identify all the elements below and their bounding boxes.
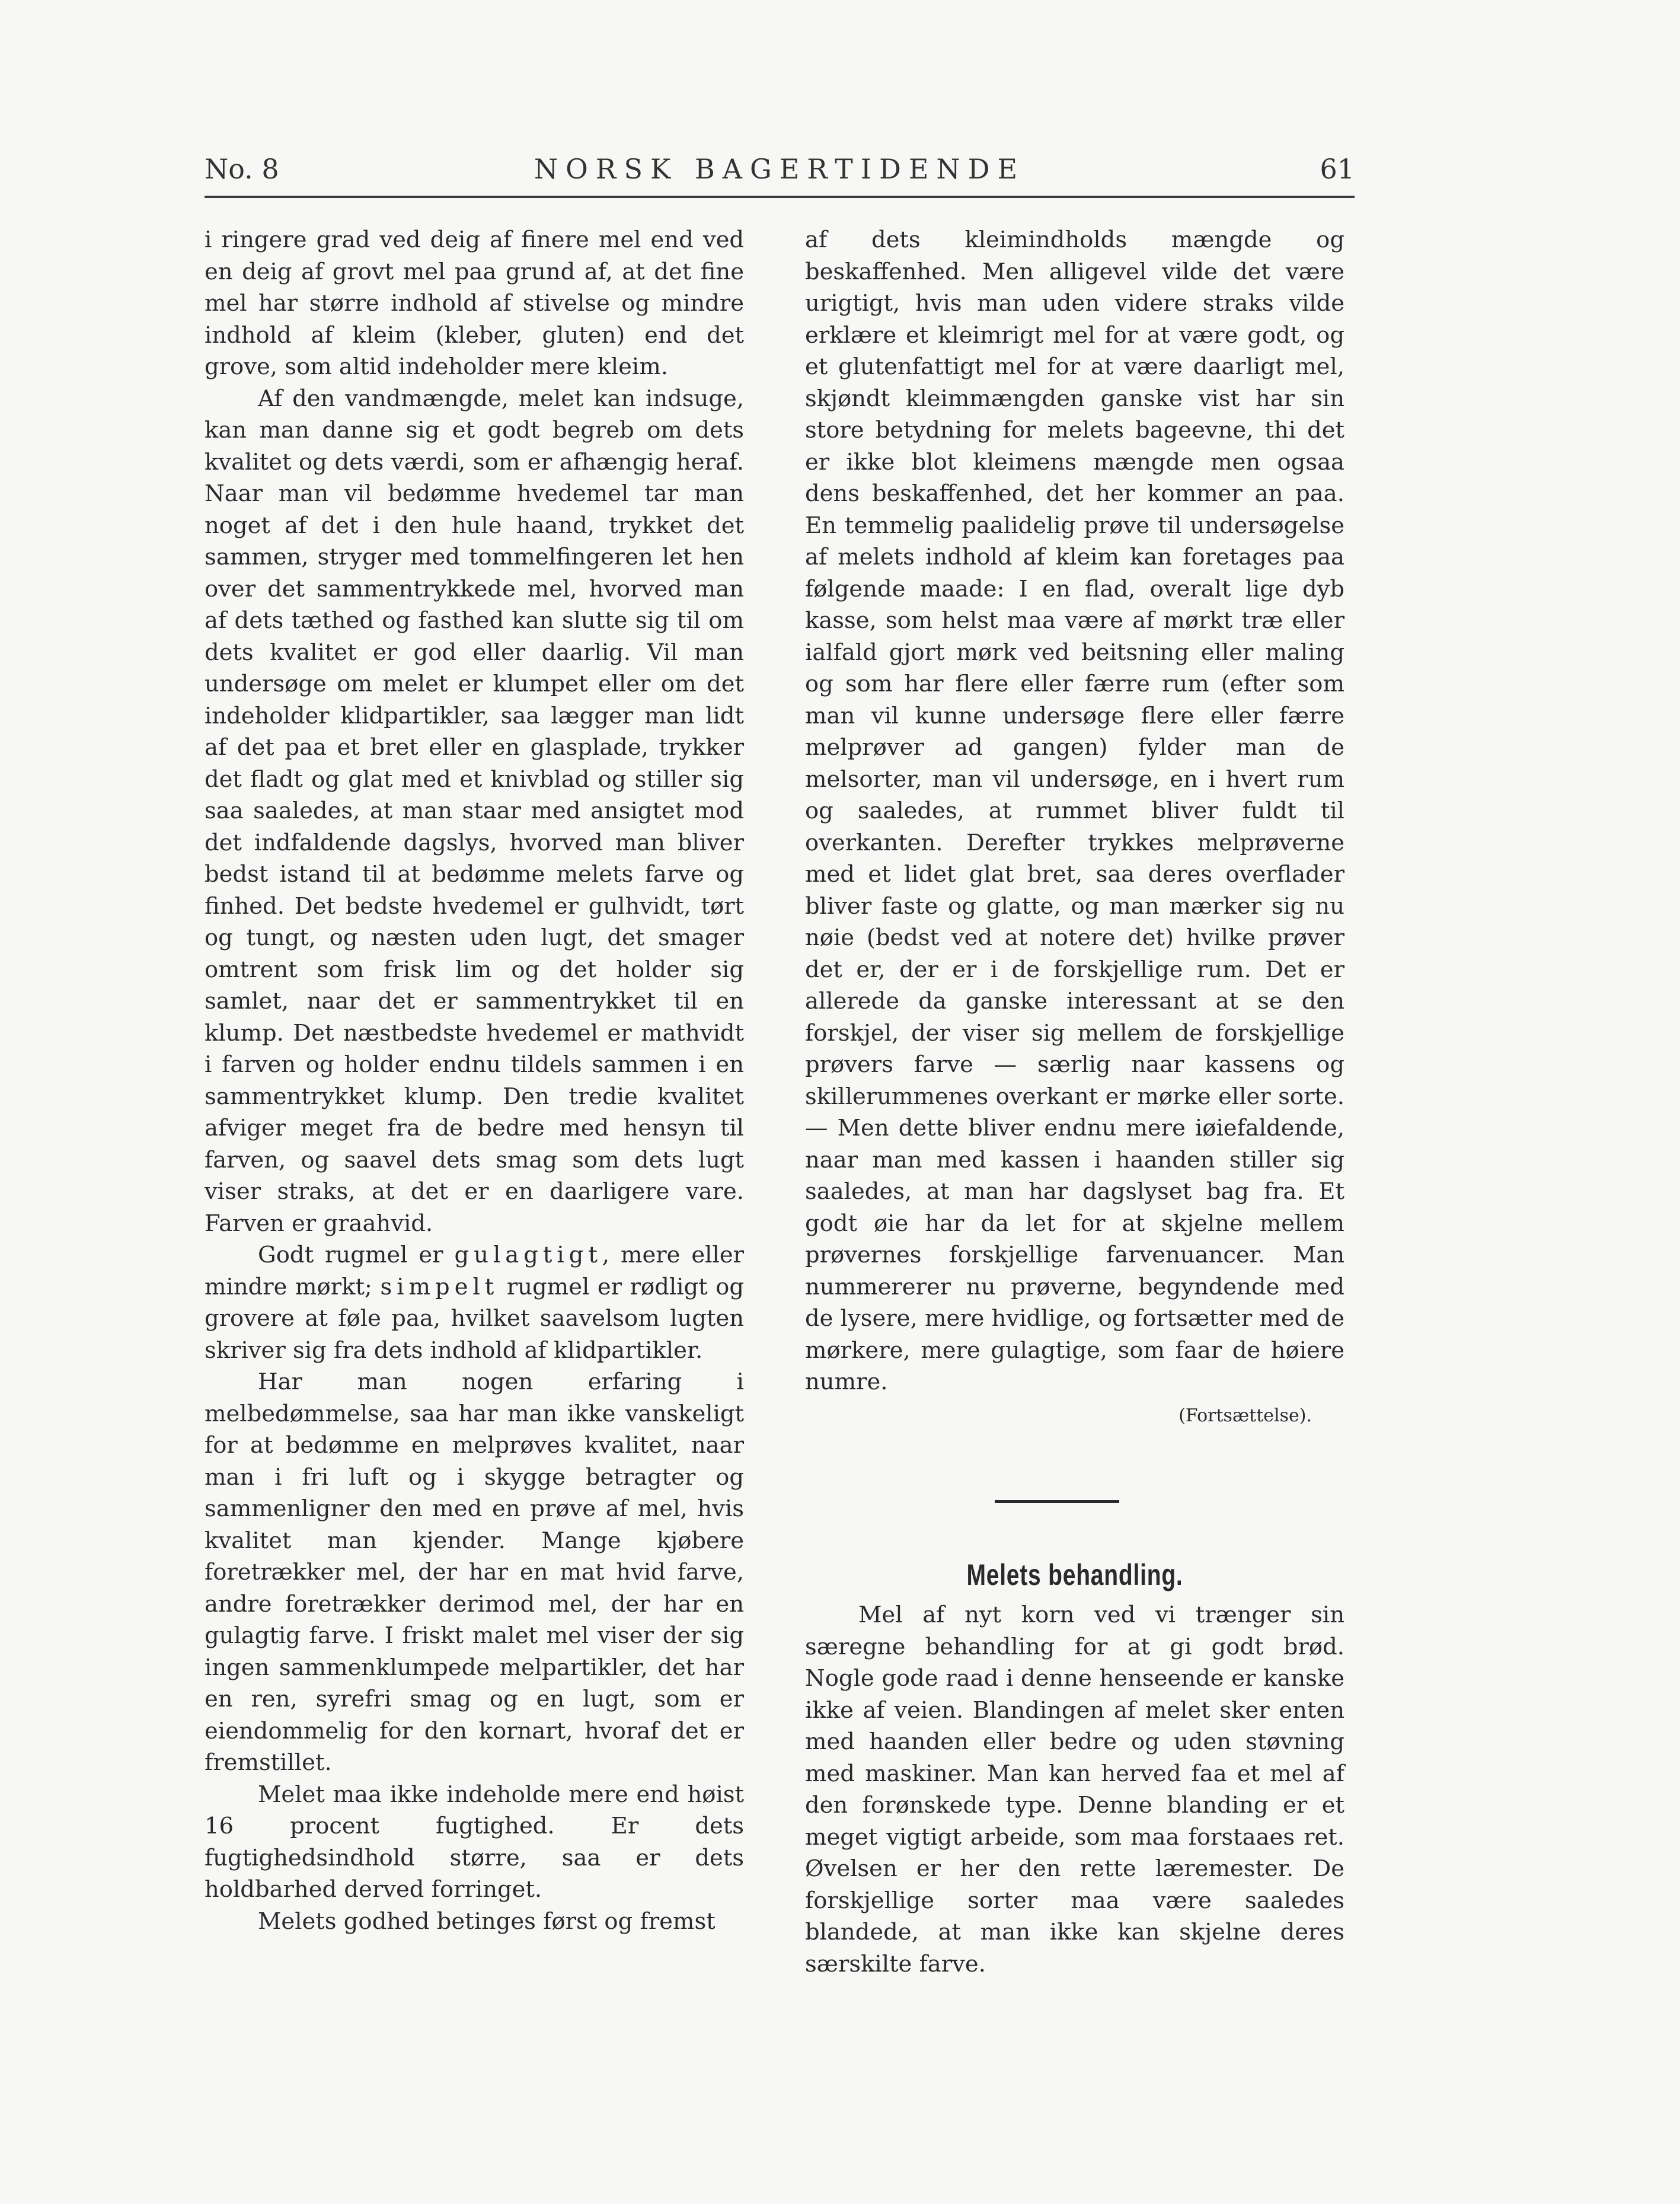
text-span: , mere eller mindre mørkt; — [205, 1242, 745, 1300]
right-column — [805, 224, 1344, 1980]
paragraph: Melets godhed betinges først og fremst — [258, 1908, 716, 1935]
paragraph: Af den vandmængde, melet kan indsuge, kan man danne sig et godt begreb om dets kvalitet og dets værdi, som er afhængig heraf. Naar man vil bedømme hvedemel tar man noget af det i den hule haand, trykket det sammen, stryger med tommelfingeren let hen over det sammentrykkede mel, hvorved man af dets tæthed og fasthed kan slutte sig til om dets kvalitet er god eller daarlig. Vil man undersøge om melet er klumpet eller om det indeholder klidpartikler, saa lægger man lidt af det paa et bret eller en glasplade, trykker det fladt og glat med et knivblad og stiller sig saa saaledes, at man staar med ansigtet mod det indfaldende dagslys, hvorved man bliver bedst istand til at bedømme melets farve og finhed. Det bedste hvedemel er gulhvidt, tørt og tungt, og næsten uden lugt, det smager omtrent som frisk lim og det holder sig samlet, naar det er sammentrykket til en klump. Det næstbedste hvedemel er mathvidt i farven og holder endnu tildels sammen i en sammentrykket klump. Den tredie kvalitet afviger meget fra de bedre med hensyn til farven, og saavel dets smag som dets lugt viser straks, at det er en daarligere vare. Farven er graahvid. — [205, 385, 744, 1237]
header-rule — [205, 196, 1355, 198]
emphasis: simpelt — [380, 1273, 499, 1300]
paragraph: af dets kleimindholds mængde og beskaffenhed. Men alligevel vilde det være urigtigt, hvis man uden videre straks vilde erklære et kleimrigt mel for at være godt, og et glutenfattigt mel for at være daarligt mel, skjøndt kleimmængden ganske vist har sin store betydning for melets bageevne, thi det er ikke blot kleimens mængde men ogsaa dens beskaffenhed, det her kommer an paa. En temmelig paalidelig prøve til undersøgelse af melets indhold af kleim kan foretages paa følgende maade: I en flad, overalt lige dyb kasse, som helst maa være af mørkt træ eller ialfald gjort mørk ved beitsning eller maling og som har flere eller færre rum (efter som man vil kunne undersøge flere eller færre melprøver ad gangen) fylder man de melsorter, man vil undersøge, en i hvert rum og saaledes, at rummet bliver fuldt til overkanten. Derefter trykkes melprøverne med et lidet glat bret, saa deres overflader bliver faste og glatte, og man mærker sig nu nøie (bedst ved at notere det) hvilke prøver det er, der er i de forskjellige rum. Det er allerede da ganske interessant at se den forskjel, der viser sig mellem de forskjellige prøvers farve — særlig naar kassens og skillerummenes overkant er mørke eller sorte. — Men dette bliver endnu mere iøiefaldende, naar man med kassen i haanden stiller sig saaledes, at man har dagslyset bag fra. Et godt øie har da let for at skjelne mellem prøvernes forskjellige farvenuancer. Man nummererer nu prøverne, begyndende med de lysere, mere hvidlige, og fortsætter med de mørkere, mere gulagtige, som faar de høiere numre. — [805, 227, 1344, 1395]
continued-note: (Fortsættelse). — [1178, 1405, 1312, 1426]
paragraph: Har man nogen erfaring i melbedømmelse, saa har man ikke vanskeligt for at bedømme en melprøves kvalitet, naar man i fri luft og i skygge betragter og sammenligner den med en prøve af mel, hvis kvalitet man kjender. Mange kjøbere foretrækker mel, der har en mat hvid farve, andre foretrækker derimod mel, der har en gulagtig farve. I friskt malet mel viser der sig ingen sammenklumpede melpartikler, det har en ren, syrefri smag og en lugt, som er eiendommelig for den kornart, hvoraf det er fremstillet. — [205, 1369, 744, 1776]
issue-number: No. 8 — [205, 153, 279, 185]
publication-title: NORSK BAGERTIDENDE — [534, 153, 1026, 185]
left-column — [205, 224, 744, 1937]
section-heading: Melets behandling. — [966, 1558, 1183, 1591]
emphasis: gulagtigt — [454, 1242, 602, 1268]
text-span: Godt rugmel er — [258, 1242, 455, 1268]
section-divider — [995, 1500, 1119, 1503]
page-number: 61 — [1320, 153, 1355, 185]
paragraph: Mel af nyt korn ved vi trænger sin særegne behandling for at gi godt brød. Nogle gode raad i denne henseende er kanske ikke af veien. Blandingen af melet sker enten med haanden eller bedre og uden støvning med maskiner. Man kan herved faa et mel af den forønskede type. Denne blanding er et meget vigtigt arbeide, som maa forstaaes ret. Øvelsen er her den rette læremester. De forskjellige sorter maa være saaledes blandede, at man ikke kan skjelne deres særskilte farve. — [805, 1602, 1344, 1977]
page-header — [205, 153, 1355, 189]
paragraph: i ringere grad ved deig af finere mel end ved en deig af grovt mel paa grund af, at det fine mel har større indhold af stivelse og mindre indhold af kleim (kleber, gluten) end det grove, som altid indeholder mere kleim. — [205, 227, 744, 380]
paragraph — [205, 1239, 744, 1366]
text-span: rugmel er rødligt og grovere at føle paa, hvilket saavelsom lugten skriver sig fra dets indhold af klidpartikler. — [205, 1273, 744, 1364]
paragraph: Melet maa ikke indeholde mere end høist 16 procent fugtighed. Er dets fugtighedsindhold større, saa er dets holdbarhed derved forringet. — [205, 1781, 744, 1903]
